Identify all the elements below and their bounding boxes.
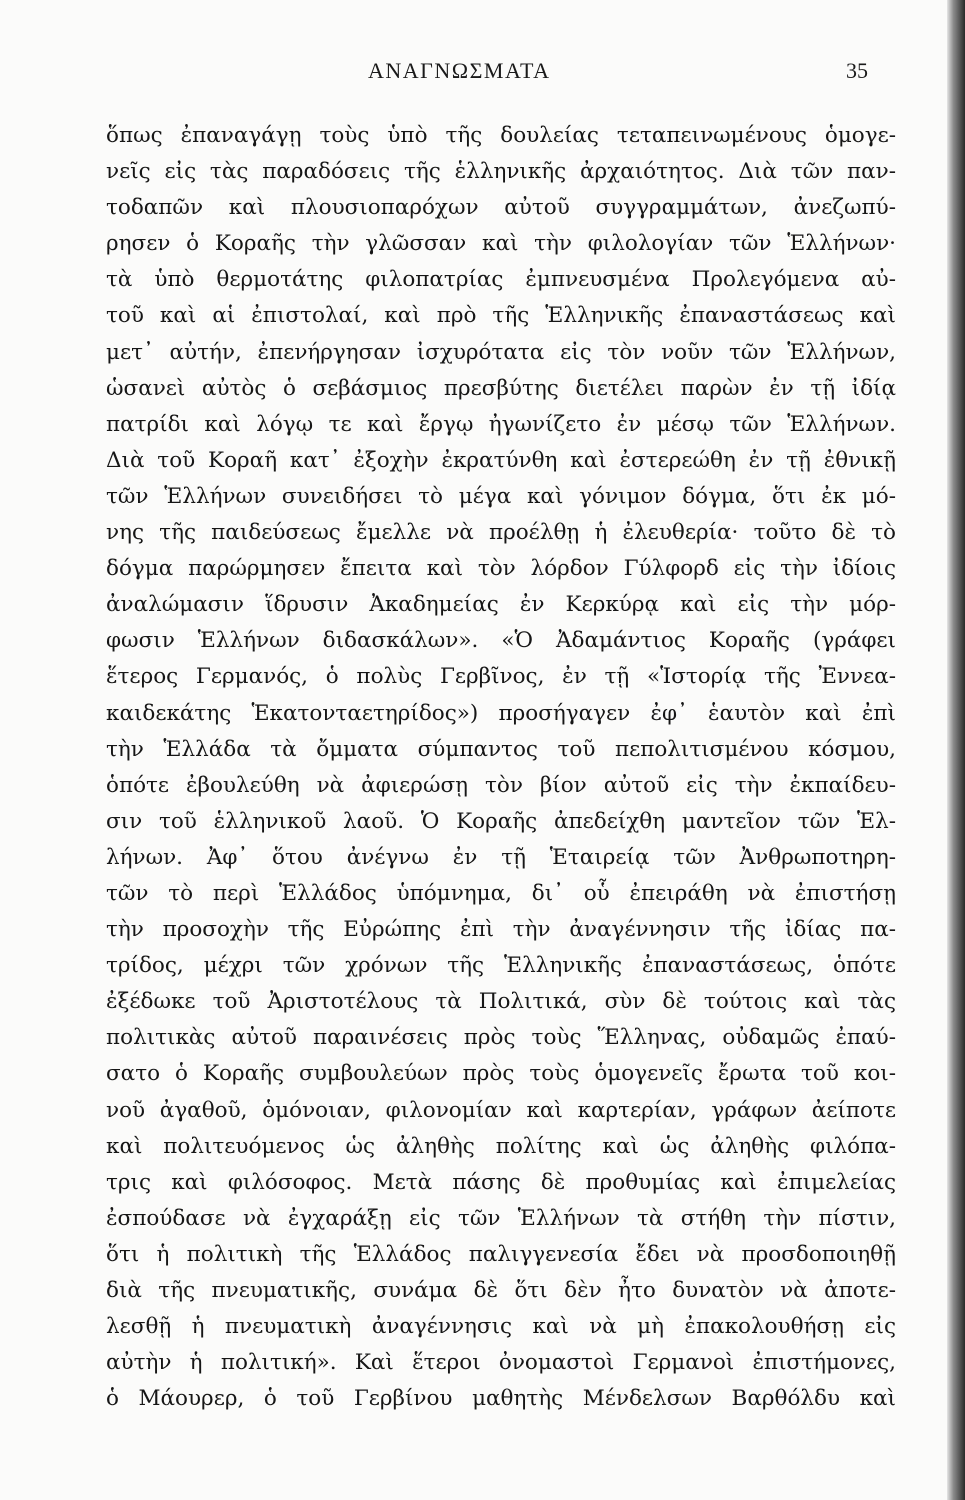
text-line: νοῦ ἀγαθοῦ, ὁμόνοιαν, φιλονομίαν καὶ καρτερίαν, γράφων ἀείποτε [106,1097,896,1123]
text-line: ὁ Μάουρερ, ὁ τοῦ Γερβίνου μαθητὴς Μένδελσων Βαρθόλδυ καὶ [106,1386,896,1412]
text-line: λήνων. Ἀφ᾽ ὅτου ἀνέγνω ἐν τῇ Ἑταιρείᾳ τῶν Ἀνθρωποτηρη- [106,844,896,870]
text-line: φωσιν Ἑλλήνων διδασκάλων». «Ὁ Ἀδαμάντιος Κοραῆς (γράφει [106,628,896,654]
text-line: καὶ πολιτευόμενος ὡς ἀληθὴς πολίτης καὶ ὡς ἀληθὴς φιλόπα- [106,1133,896,1159]
running-title: ΑΝΑΓΝΩΣΜΑΤΑ [368,58,551,83]
text-line: πατρίδι καὶ λόγῳ τε καὶ ἔργῳ ἠγωνίζετο ἐν μέσῳ τῶν Ἑλλήνων. [106,411,896,437]
text-line: σιν τοῦ ἑλληνικοῦ λαοῦ. Ὁ Κοραῆς ἀπεδείχθη μαντεῖον τῶν Ἑλ- [106,808,896,834]
body-text [106,118,896,1417]
text-line: ἐσπούδασε νὰ ἐγχαράξῃ εἰς τῶν Ἑλλήνων τὰ στήθη τὴν πίστιν, [106,1205,896,1231]
text-line: ὁπότε ἐβουλεύθη νὰ ἀφιερώσῃ τὸν βίον αὐτοῦ εἰς τὴν ἐκπαίδευ- [106,772,896,798]
text-line: νεῖς εἰς τὰς παραδόσεις τῆς ἑλληνικῆς ἀρχαιότητος. Διὰ τῶν παν- [106,159,896,185]
text-line: δόγμα παρώρμησεν ἔπειτα καὶ τὸν λόρδον Γύλφορδ εἰς τὴν ἰδίοις [106,556,896,582]
text-line: λεσθῇ ἡ πνευματικὴ ἀναγέννησις καὶ νὰ μὴ ἐπακολουθήσῃ εἰς [106,1314,896,1340]
text-line: τῶν Ἑλλήνων συνειδήσει τὸ μέγα καὶ γόνιμον δόγμα, ὅτι ἐκ μό- [106,483,896,509]
page-edge-shadow [947,0,965,1500]
text-line: τῶν τὸ περὶ Ἑλλάδος ὑπόμνημα, δι᾽ οὗ ἐπειράθη νὰ ἐπιστήσῃ [106,880,896,906]
text-line: διὰ τῆς πνευματικῆς, συνάμα δὲ ὅτι δὲν ἦτο δυνατὸν νὰ ἀποτε- [106,1278,896,1303]
text-line: ρησεν ὁ Κοραῆς τὴν γλῶσσαν καὶ τὴν φιλολογίαν τῶν Ἑλλήνων· [106,231,896,257]
text-line: τρίδος, μέχρι τῶν χρόνων τῆς Ἑλληνικῆς ἐπαναστάσεως, ὁπότε [106,953,896,979]
text-line: μετ᾽ αὐτήν, ἐπενήργησαν ἰσχυρότατα εἰς τὸν νοῦν τῶν Ἑλλήνων, [106,339,896,365]
text-line: τρις καὶ φιλόσοφος. Μετὰ πάσης δὲ προθυμίας καὶ ἐπιμελείας [106,1169,896,1195]
text-line: ἐξέδωκε τοῦ Ἀριστοτέλους τὰ Πολιτικά, σὺν δὲ τούτοις καὶ τὰς [106,989,896,1015]
text-line: ἕτερος Γερμανός, ὁ πολὺς Γερβῖνος, ἐν τῇ «Ἱστορίᾳ τῆς Ἐννεα- [106,664,896,690]
text-line: πολιτικὰς αὐτοῦ παραινέσεις πρὸς τοὺς Ἕλληνας, οὐδαμῶς ἐπαύ- [106,1025,896,1051]
running-head [0,58,947,92]
text-line: αὐτὴν ἡ πολιτική». Καὶ ἕτεροι ὀνομαστοὶ Γερμανοὶ ἐπιστήμονες, [106,1350,896,1376]
text-line: νης τῆς παιδεύσεως ἔμελλε νὰ προέλθῃ ἡ ἐλευθερία· τοῦτο δὲ τὸ [106,520,896,546]
text-line: τὴν προσοχὴν τῆς Εὐρώπης ἐπὶ τὴν ἀναγέννησιν τῆς ἰδίας πα- [106,917,896,943]
text-line: τὴν Ἑλλάδα τὰ ὄμματα σύμπαντος τοῦ πεπολιτισμένου κόσμου, [106,736,896,762]
text-line: σατο ὁ Κοραῆς συμβουλεύων πρὸς τοὺς ὁμογενεῖς ἔρωτα τοῦ κοι- [106,1061,896,1087]
text-line: καιδεκάτης Ἑκατονταετηρίδος») προσήγαγεν ἐφ᾽ ἑαυτὸν καὶ ἐπὶ [106,700,896,726]
text-line: τοδαπῶν καὶ πλουσιοπαρόχων αὐτοῦ συγγραμμάτων, ἀνεζωπύ- [106,195,896,221]
text-line: ἀναλώμασιν ἵδρυσιν Ἀκαδημείας ἐν Κερκύρᾳ καὶ εἰς τὴν μόρ- [106,592,896,618]
text-line: Διὰ τοῦ Κοραῆ κατ᾽ ἐξοχὴν ἐκρατύνθη καὶ ἐστερεώθη ἐν τῇ ἐθνικῇ [106,447,896,473]
text-line: τὰ ὑπὸ θερμοτάτης φιλοπατρίας ἐμπνευσμένα Προλεγόμενα αὐ- [106,267,896,293]
text-line: τοῦ καὶ αἱ ἐπιστολαί, καὶ πρὸ τῆς Ἑλληνικῆς ἐπαναστάσεως καὶ [106,303,896,329]
text-line: ὡσανεὶ αὐτὸς ὁ σεβάσμιος πρεσβύτης διετέλει παρὼν ἐν τῇ ἰδίᾳ [106,375,896,401]
page-number: 35 [846,58,868,83]
text-line: ὅπως ἐπαναγάγῃ τοὺς ὑπὸ τῆς δουλείας τεταπεινωμένους ὁμογε- [106,123,896,148]
text-line: ὅτι ἡ πολιτικὴ τῆς Ἑλλάδος παλιγγενεσία ἔδει νὰ προσδοποιηθῇ [106,1241,896,1267]
